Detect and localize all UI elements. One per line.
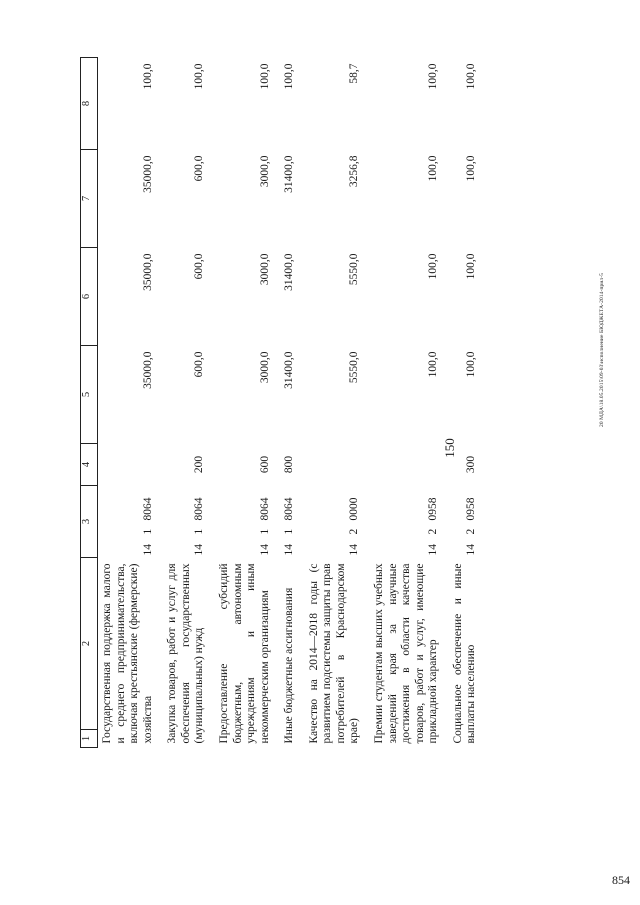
row-col-5: 5550,0	[348, 351, 361, 384]
row-name: Качество на 2014—2018 годы (с развитием подсистемы защиты прав потребителей в Краснодарском крае)	[307, 563, 361, 744]
table-header-row	[81, 58, 98, 748]
row-name: Государственная поддержка малого и среднего предпринимательства, включая крестьянские (фермерские) хозяйства	[101, 563, 154, 744]
code-part: 14	[193, 544, 206, 556]
code-part: 14	[141, 544, 154, 556]
row-vr: 800	[283, 455, 296, 474]
row-col-8: 100,0	[427, 63, 440, 90]
table-row	[163, 58, 215, 748]
row-code	[370, 486, 449, 558]
row-code	[449, 486, 487, 558]
row-code	[163, 486, 215, 558]
row-col-8: 100,0	[465, 63, 478, 90]
code-part: 1	[141, 528, 154, 535]
code-part: 2	[348, 528, 361, 535]
row-col-5: 100,0	[465, 351, 478, 378]
row-col-6: 5550,0	[348, 253, 361, 286]
code-part: 2	[427, 528, 440, 535]
row-code	[305, 486, 370, 558]
header-col-7: 7	[81, 150, 98, 248]
row-col-6: 100,0	[465, 253, 478, 280]
footer-document-code: 20 МДА\18.05.2015\09-03\исполнение БЮДЖЕТА-2014-прил-5	[599, 272, 605, 428]
row-vr: 300	[465, 455, 478, 474]
code-part: 1	[258, 528, 271, 535]
row-col-7: 31400,0	[283, 155, 296, 193]
row-name: Предоставление субсидий бюджетным, автономным учреждениям и иным некоммерческим организациям	[217, 563, 271, 744]
code-part: 1	[283, 528, 296, 535]
row-col-7: 3256,8	[348, 155, 361, 188]
row-name: Премии студентам высших учебных заведений края за научные достижения в области качества товаров, работ и услуг, имеющие прикладной характер	[373, 563, 440, 744]
code-part: 14	[283, 544, 296, 556]
row-col-5: 100,0	[427, 351, 440, 378]
code-part: 14	[427, 544, 440, 556]
row-col-5: 3000,0	[258, 351, 271, 384]
table-row	[280, 58, 305, 748]
code-part: 8064	[141, 497, 154, 521]
row-name: Иные бюджетные ассигнования	[283, 587, 296, 744]
code-part: 2	[465, 528, 478, 535]
code-part: 8064	[283, 497, 296, 521]
row-code	[98, 486, 164, 558]
header-col-6: 6	[81, 248, 98, 346]
row-col-8: 100,0	[193, 63, 206, 90]
row-code	[215, 486, 280, 558]
row-vr	[370, 444, 449, 486]
table-row	[370, 58, 449, 748]
row-col-7: 100,0	[427, 155, 440, 182]
row-col-8: 100,0	[283, 63, 296, 90]
row-col-6: 35000,0	[141, 253, 154, 291]
row-col-6: 600,0	[193, 253, 206, 280]
row-vr: 600	[258, 455, 271, 474]
header-col-1: 1	[81, 730, 98, 748]
row-col-8: 100,0	[141, 63, 154, 90]
code-part: 0958	[465, 497, 478, 521]
row-col-6: 31400,0	[283, 253, 296, 291]
bottom-page-number: 854	[612, 873, 630, 887]
row-col-5: 31400,0	[283, 351, 296, 389]
row-col-7: 100,0	[465, 155, 478, 182]
code-part: 0000	[348, 497, 361, 521]
header-col-3: 3	[81, 486, 98, 558]
header-col-5: 5	[81, 346, 98, 444]
row-name: Социальное обеспечение и иные выплаты населению	[451, 563, 478, 744]
row-col-7: 35000,0	[141, 155, 154, 193]
table-row	[98, 58, 164, 748]
header-col-4: 4	[81, 444, 98, 486]
row-col-6: 3000,0	[258, 253, 271, 286]
row-col-5: 600,0	[193, 351, 206, 378]
row-col-8: 58,7	[348, 63, 361, 84]
code-part: 8064	[193, 497, 206, 521]
row-col-8: 100,0	[258, 63, 271, 90]
code-part: 0958	[427, 497, 440, 521]
row-vr: 200	[193, 455, 206, 474]
row-col-7: 600,0	[193, 155, 206, 182]
row-code	[280, 486, 305, 558]
row-name: Закупка товаров, работ и услуг для обеспечения государственных (муниципальных) нужд	[166, 563, 206, 744]
table-row	[449, 58, 487, 748]
budget-table	[80, 57, 487, 748]
code-part: 8064	[258, 497, 271, 521]
table-row	[305, 58, 370, 748]
header-col-8: 8	[81, 58, 98, 150]
rotated-table-container	[80, 58, 583, 748]
code-part: 14	[258, 544, 271, 556]
row-col-7: 3000,0	[258, 155, 271, 188]
page-number: 150	[442, 438, 457, 458]
code-part: 1	[193, 528, 206, 535]
row-vr	[305, 444, 370, 486]
row-col-5: 35000,0	[141, 351, 154, 389]
row-col-6: 100,0	[427, 253, 440, 280]
header-col-2: 2	[81, 558, 98, 730]
code-part: 14	[465, 544, 478, 556]
table-row	[215, 58, 280, 748]
code-part: 14	[348, 544, 361, 556]
row-vr	[98, 444, 164, 486]
